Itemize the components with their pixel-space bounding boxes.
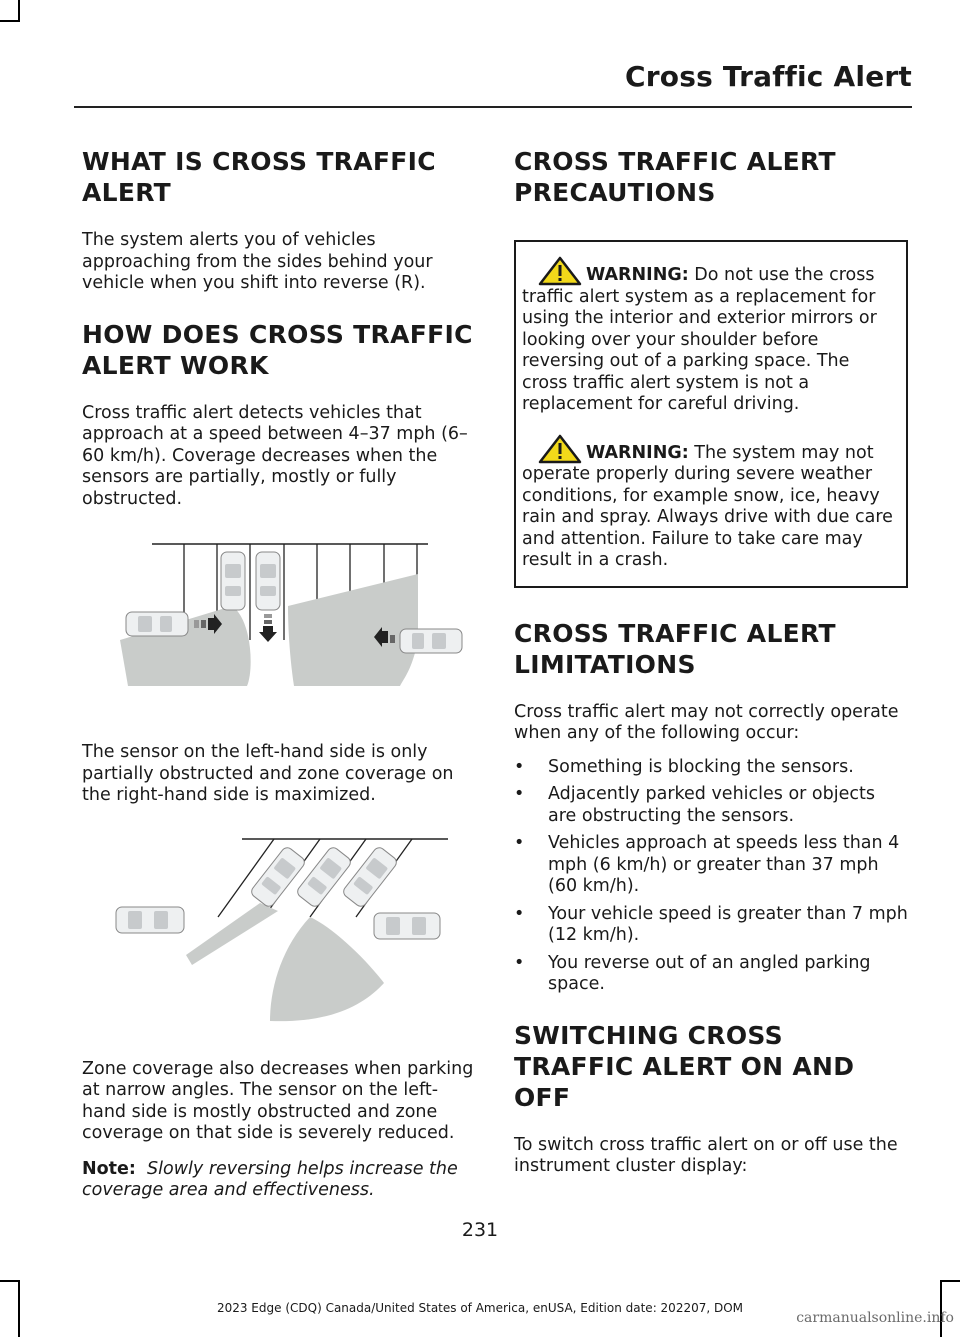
- perpendicular-parking-diagram: [82, 510, 478, 742]
- watermark: carmanualsonline.info: [796, 1310, 954, 1326]
- figure-perpendicular-parking: [82, 510, 478, 742]
- section-heading-switching: SWITCHING CROSS TRAFFIC ALERT ON AND OFF: [514, 1020, 855, 1112]
- list-item: • Something is blocking the sensors.: [514, 757, 908, 779]
- warning-text: Do not use the cross traffic alert system as a replacement for using the interior and exterior mirrors or looking over your shoulder before reversing out of a parking space. The cross traffic alert system is not a replacement for careful driving.: [522, 265, 877, 414]
- note-text: Slowly reversing helps increase the coverage area and effectiveness.: [82, 1158, 458, 1200]
- approaching-car-right: [400, 629, 462, 653]
- warning-triangle-icon: [538, 434, 582, 464]
- parked-car: [341, 845, 398, 908]
- angled-parking-diagram: [82, 807, 478, 1059]
- list-item: • Adjacently parked vehicles or objects are obstructing the sensors.: [514, 784, 908, 827]
- limitations-list: [514, 757, 908, 996]
- figure-angled-parking: [82, 807, 478, 1059]
- crop-mark: [940, 1280, 960, 1282]
- warning-2: [522, 434, 900, 572]
- reversing-car: [295, 845, 352, 908]
- paragraph-switching: To switch cross traffic alert on or off use the instrument cluster display:: [514, 1134, 898, 1176]
- list-item: • Your vehicle speed is greater than 7 mph (12 km/h).: [514, 904, 908, 947]
- section-heading-precautions: CROSS TRAFFIC ALERT PRECAUTIONS: [514, 147, 836, 207]
- parked-car: [249, 845, 306, 908]
- crop-mark: [18, 0, 20, 22]
- paragraph-narrow-angles: Zone coverage also decreases when parking at narrow angles. The sensor on the left-hand side is mostly obstructed and zone coverage on that side is severely reduced.: [82, 1058, 474, 1143]
- reversing-car: [256, 552, 280, 610]
- right-column: [514, 146, 908, 1178]
- warning-label: WARNING:: [586, 265, 689, 285]
- paragraph-partial-obstruction: The sensor on the left-hand side is only partially obstructed and zone coverage on the right-hand side is maximized.: [82, 742, 454, 805]
- crop-mark: [0, 1280, 20, 1282]
- header-rule: [74, 106, 912, 108]
- list-item: • Vehicles approach at speeds less than 4 mph (6 km/h) or greater than 37 mph (60 km/h).: [514, 833, 908, 898]
- left-column: [82, 146, 478, 1202]
- warning-1: [522, 256, 900, 416]
- list-item: • You reverse out of an angled parking space.: [514, 953, 908, 996]
- edition-footer: 2023 Edge (CDQ) Canada/United States of America, enUSA, Edition date: 202207, DOM: [216, 1301, 744, 1315]
- paragraph-how-it-works: Cross traffic alert detects vehicles that approach at a speed between 4–37 mph (6–60 km/h). Coverage decreases when the sensors are partially, mostly or fully obstructed.: [82, 402, 468, 509]
- note: [82, 1159, 478, 1202]
- crop-mark: [0, 20, 20, 22]
- warning-text: The system may not operate properly during severe weather conditions, for example snow, ice, heavy rain and spray. Always drive with due care and attention. Failure to take care may result in a crash.: [522, 442, 893, 570]
- page-number: 231: [461, 1219, 499, 1241]
- page-title: Cross Traffic Alert: [625, 60, 912, 93]
- note-label: Note:: [82, 1158, 136, 1179]
- paragraph-intro: The system alerts you of vehicles approaching from the sides behind your vehicle when you shift into reverse (R).: [82, 230, 433, 293]
- warning-triangle-icon: [538, 256, 582, 286]
- arrow-down-icon: [259, 614, 277, 642]
- parked-car: [221, 552, 245, 610]
- section-heading-how-it-works: HOW DOES CROSS TRAFFIC ALERT WORK: [82, 319, 473, 380]
- section-heading-limitations: CROSS TRAFFIC ALERT LIMITATIONS: [514, 618, 836, 679]
- warning-box: [514, 240, 908, 588]
- approaching-car-left: [116, 907, 184, 933]
- warning-label: WARNING:: [586, 442, 689, 463]
- paragraph-limitations-intro: Cross traffic alert may not correctly operate when any of the following occur:: [514, 701, 899, 743]
- approaching-car-left: [126, 612, 188, 636]
- approaching-car-right: [374, 913, 440, 939]
- section-heading-what-is: WHAT IS CROSS TRAFFIC ALERT: [82, 147, 436, 207]
